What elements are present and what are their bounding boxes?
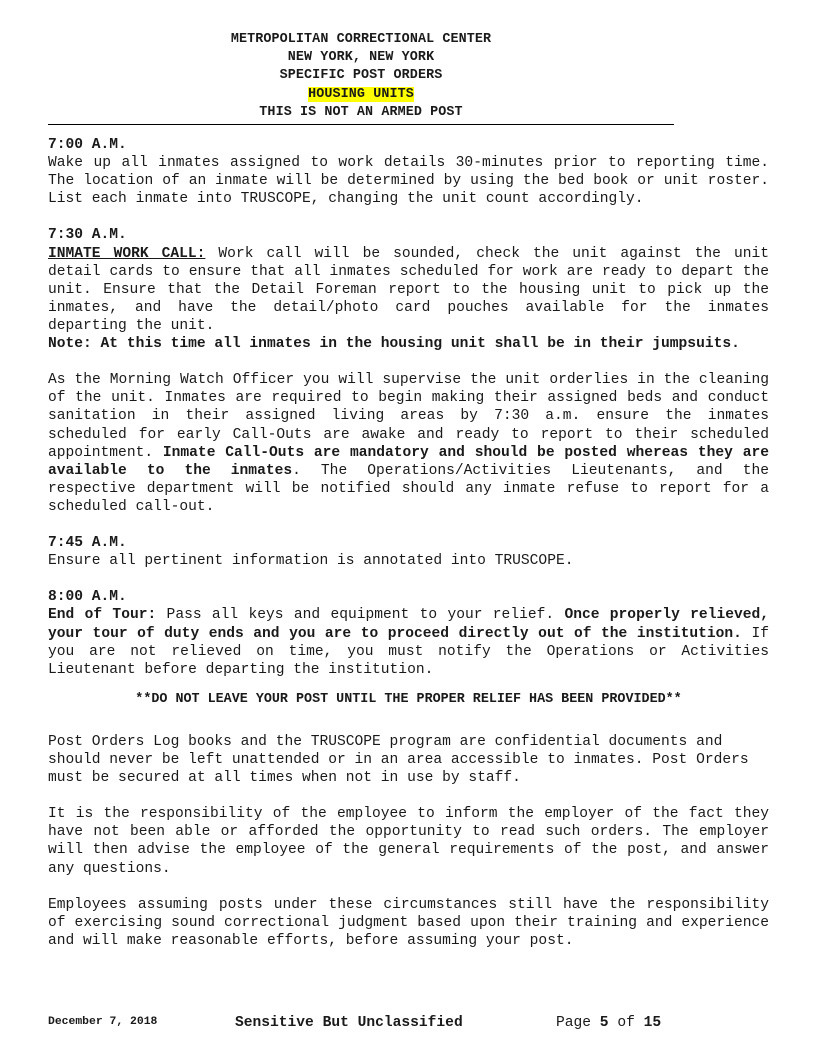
morning-watch-text-2: . The Operations/Activities Lieutenants, and the respective department will be notified should any inmate refuse to report for a scheduled call-out. bbox=[48, 462, 770, 515]
paragraph-morning-watch bbox=[48, 371, 769, 516]
header-location: NEW YORK, NEW YORK bbox=[287, 50, 435, 66]
paragraph-745: Ensure all pertinent information is annotated into TRUSCOPE. bbox=[48, 553, 574, 570]
footer-date: December 7, 2018 bbox=[48, 1016, 158, 1028]
footer-page-number bbox=[556, 1015, 661, 1031]
end-of-tour-text-2: If you are not relieved on time, you must notify the Operations or Activities Lieutenant before departing the institution. bbox=[48, 625, 769, 678]
morning-watch-text-1: As the Morning Watch Officer you will supervise the unit orderlies in the cleaning of the unit. Inmates are required to begin making their assigned beds and conduct sanitation in their assigned living areas by 7:30 a.m. ensure the inmates scheduled for early Call-Outs are awake and ready to report to their scheduled appointment. bbox=[48, 372, 769, 461]
end-of-tour-label: End of Tour: bbox=[48, 607, 157, 624]
header-not-armed: THIS IS NOT AN ARMED POST bbox=[259, 104, 463, 120]
document-header bbox=[48, 31, 674, 122]
page-current: 5 bbox=[599, 1015, 609, 1031]
document-footer bbox=[48, 1015, 768, 1035]
paragraph-confidential: Post Orders Log books and the TRUSCOPE program are confidential documents and should never be left unattended or in an area accessible to inmates. Post Orders must be secured at all times when not in use by staff. bbox=[48, 733, 749, 787]
paragraph-730 bbox=[48, 245, 769, 335]
time-heading-800: 8:00 A.M. bbox=[48, 589, 127, 606]
header-post-orders: SPECIFIC POST ORDERS bbox=[279, 68, 443, 84]
time-heading-700: 7:00 A.M. bbox=[48, 137, 127, 153]
paragraph-employees: Employees assuming posts under these circumstances still have the responsibility of exercising sound correctional judgment based upon their training and experience and will make reasonable efforts, before assuming your post. bbox=[48, 896, 769, 949]
end-of-tour-bold: Once properly relieved, your tour of duty ends and you are to proceed directly out of the institution. bbox=[48, 607, 769, 642]
paragraph-700: Wake up all inmates assigned to work details 30-minutes prior to reporting time. The location of an inmate will be determined by using the bed book or unit roster. List each inmate into TRUSCOPE, changing the unit count accordingly. bbox=[48, 155, 769, 208]
header-divider bbox=[48, 124, 674, 125]
work-call-label: INMATE WORK CALL: bbox=[48, 245, 206, 262]
time-heading-745: 7:45 A.M. bbox=[48, 535, 127, 552]
header-institution: METROPOLITAN CORRECTIONAL CENTER bbox=[230, 32, 492, 47]
end-of-tour-text-1: Pass all keys and equipment to your relief. bbox=[156, 607, 565, 624]
time-heading-730: 7:30 A.M. bbox=[48, 227, 127, 244]
header-housing-units: HOUSING UNITS bbox=[308, 86, 414, 102]
document-body bbox=[48, 136, 769, 968]
morning-watch-bold: Inmate Call-Outs are mandatory and should be posted whereas they are available to the inmates bbox=[48, 444, 769, 479]
page-word: Page bbox=[556, 1015, 600, 1031]
work-call-text: Work call will be sounded, check the unit against the unit detail cards to ensure that all inmates scheduled for work are ready to depart the unit. Ensure that the Detail Foreman report to the housing unit to pick up the inmates, and have the detail/photo card pouches available for the inmates departing the unit. bbox=[48, 245, 769, 334]
paragraph-responsibility: It is the responsibility of the employee to inform the employer of the fact they have not been able or afforded the opportunity to read such orders. The employer will then advise the employee of the general requirements of the post, and answer any questions. bbox=[48, 806, 769, 877]
jumpsuit-note: Note: At this time all inmates in the housing unit shall be in their jumpsuits. bbox=[48, 336, 740, 353]
page-of-word: of bbox=[608, 1015, 644, 1031]
page-total: 15 bbox=[643, 1015, 662, 1031]
paragraph-800 bbox=[48, 606, 769, 678]
relief-warning: **DO NOT LEAVE YOUR POST UNTIL THE PROPER RELIEF HAS BEEN PROVIDED** bbox=[135, 691, 682, 707]
footer-classification: Sensitive But Unclassified bbox=[235, 1015, 463, 1031]
